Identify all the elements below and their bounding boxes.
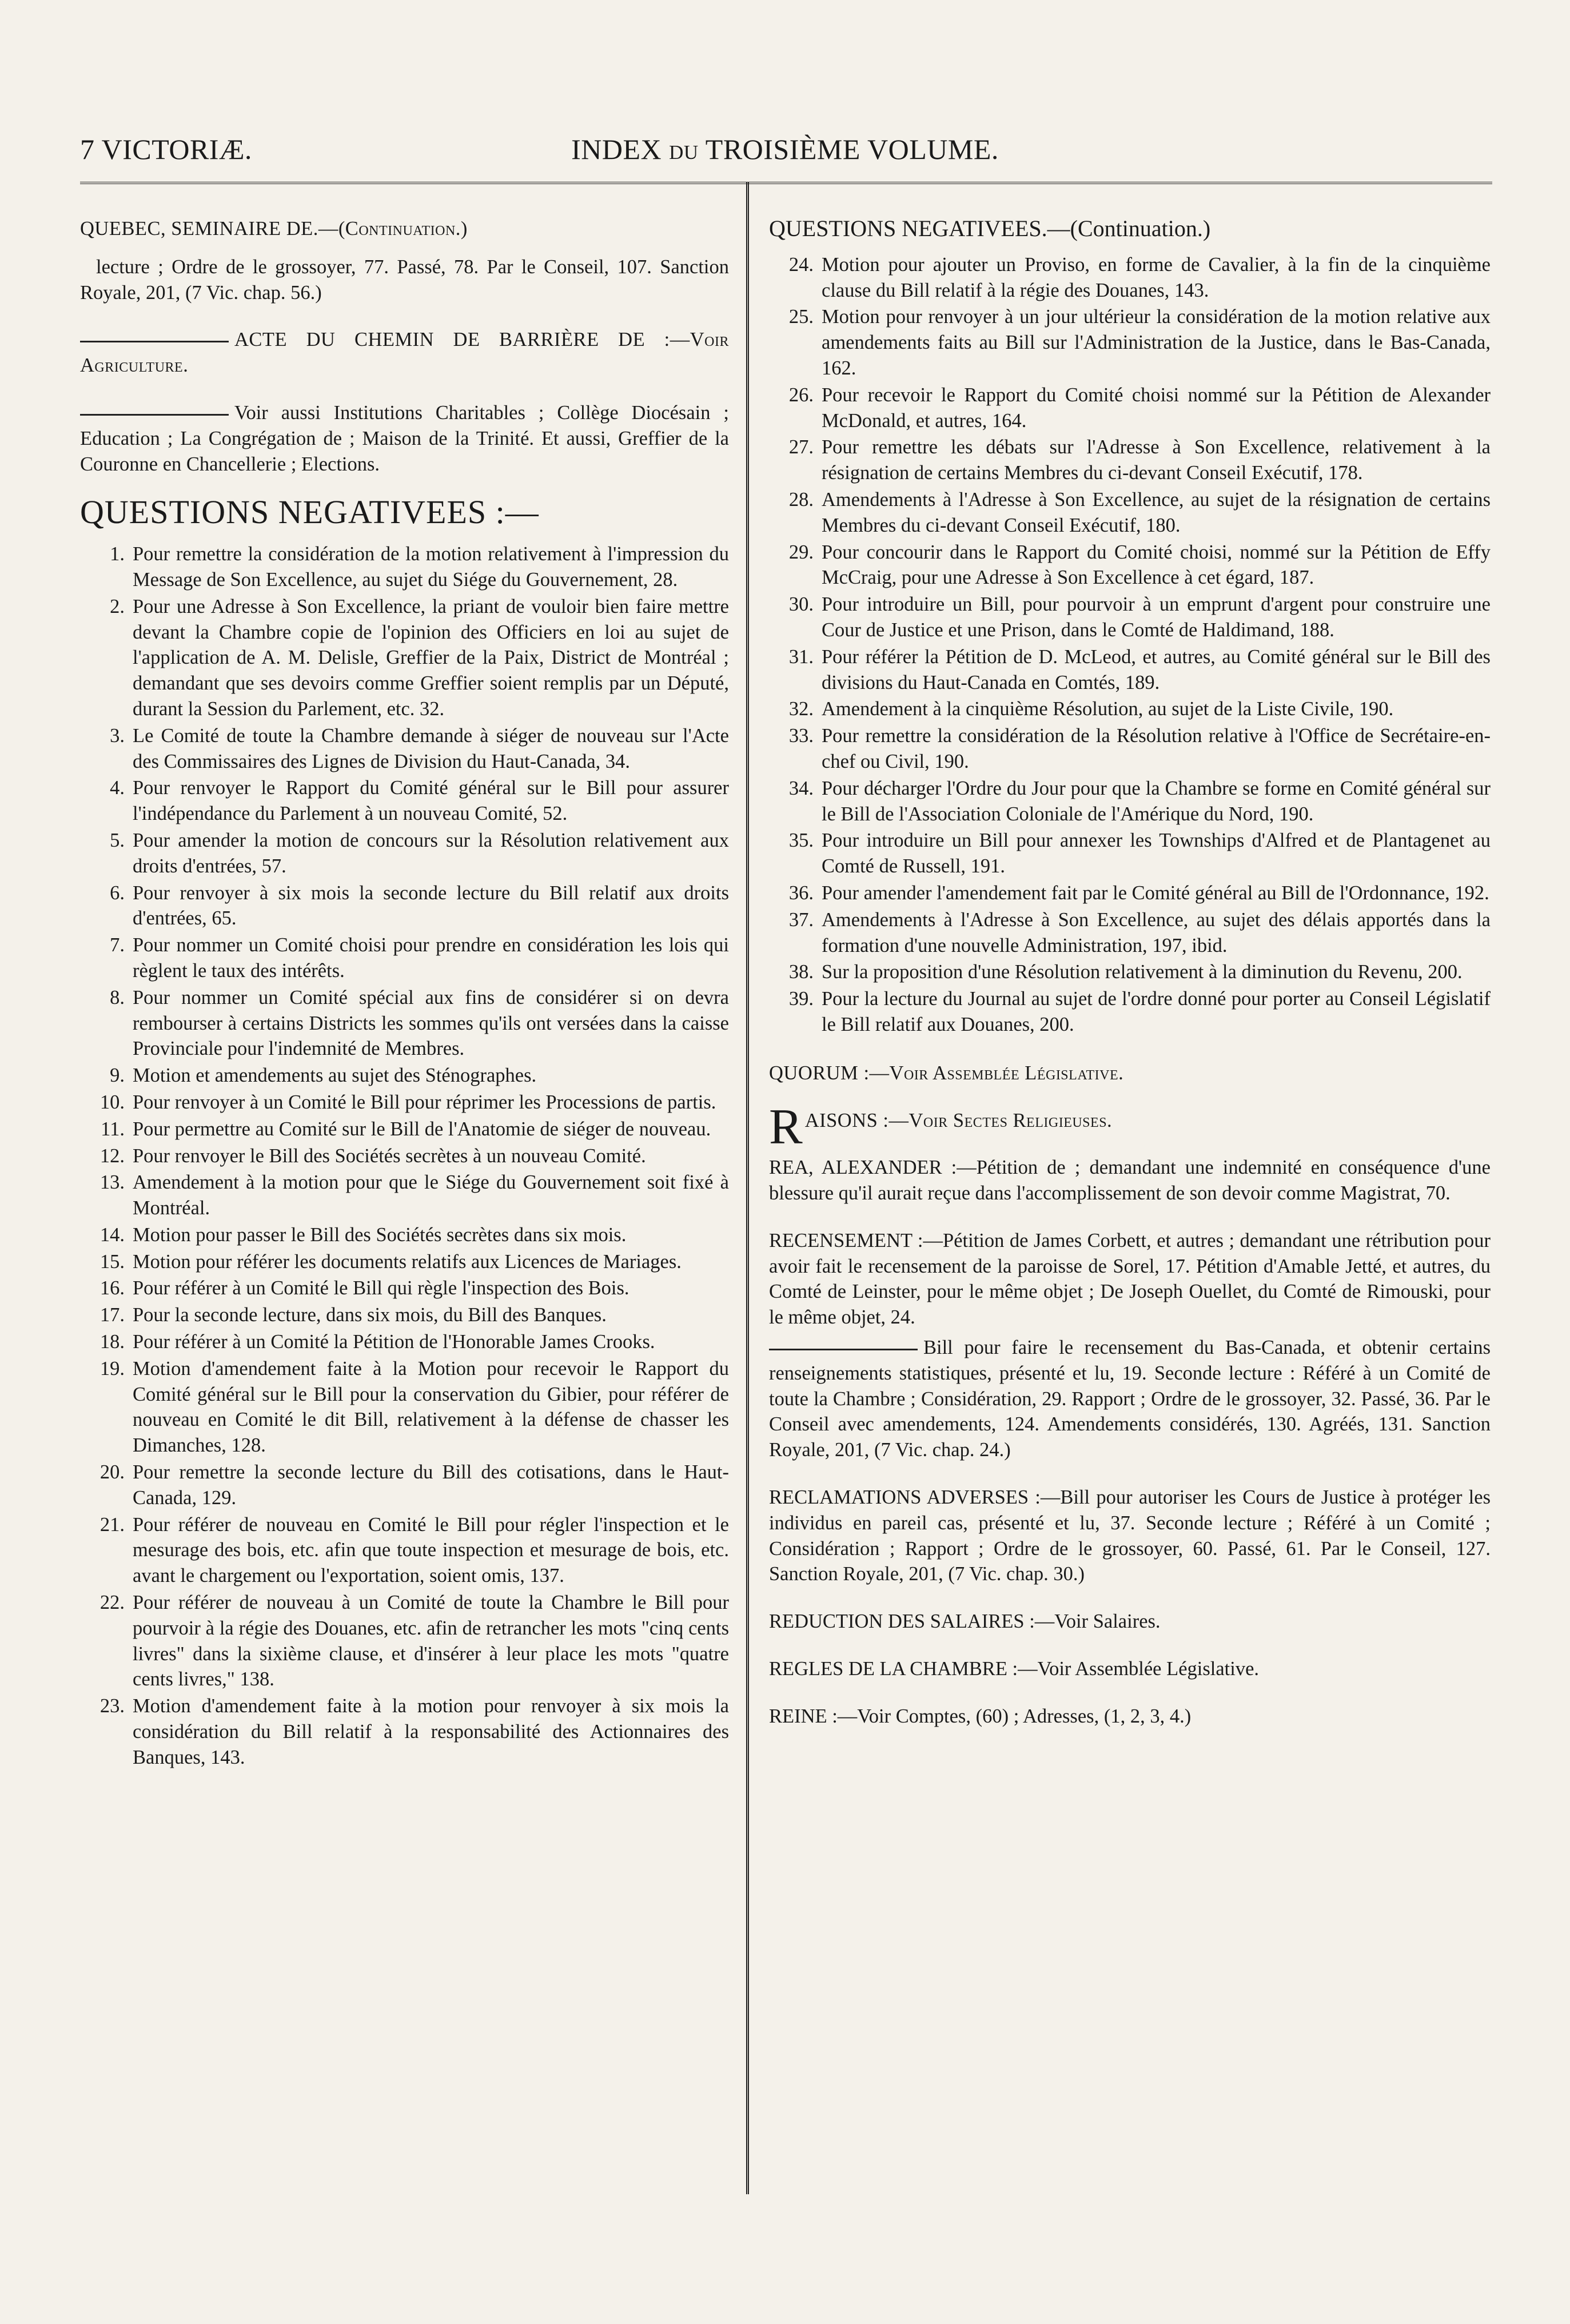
question-number: 12. xyxy=(99,1145,125,1167)
recensement-bill-text: Bill pour faire le recensement du Bas-Canada, et obtenir certains renseignements statistiques, présenté et lu, 19. Seconde lecture : Référé à un Comité de toute la Chambre ; Considération, 29. Rapport ; Ordre de le grossoyer, 32. Passé, 36. Par le Conseil avec amendements, 124. Amendements considérés, 130. Agréés, 131. Sanction Royale, 201, (7 Vic. chap. 24.) xyxy=(769,1337,1491,1461)
question-number: 13. xyxy=(99,1171,125,1194)
question-number: 16. xyxy=(99,1277,125,1299)
question-item xyxy=(80,541,729,593)
question-item xyxy=(769,907,1491,959)
question-item xyxy=(769,540,1491,591)
question-number: 35. xyxy=(788,830,814,852)
question-number: 37. xyxy=(788,908,814,931)
question-number: 17. xyxy=(99,1304,125,1326)
question-text: Motion d'amendement faite à la Motion pour recevoir le Rapport du Comité général sur le Bill pour la conservation du Gibier, pour référer de nouveau en Comité le dit Bill, relativement à la défense de chasser les Dimanches, 128. xyxy=(133,1357,729,1457)
question-text: Amendements à l'Adresse à Son Excellence, au sujet de la résignation de certains Membres du ci-devant Conseil Exécutif, 180. xyxy=(822,488,1491,536)
question-text: Amendements à l'Adresse à Son Excellence, au sujet des délais apportés dans la formation d'une nouvelle Administration, 197, ibid. xyxy=(822,908,1491,956)
question-item xyxy=(769,986,1491,1038)
question-text: Pour concourir dans le Rapport du Comité choisi, nommé sur la Pétition de Effy McCraig, pour une Adresse à Son Excellence à cet égard, 187. xyxy=(822,541,1491,589)
question-item xyxy=(80,1249,729,1275)
question-text: Pour renvoyer le Bill des Sociétés secrètes à un nouveau Comité. xyxy=(133,1145,646,1167)
question-number: 7. xyxy=(110,934,125,956)
question-item xyxy=(80,1302,729,1328)
rule-dash xyxy=(80,341,229,342)
question-text: Pour renvoyer à six mois la seconde lecture du Bill relatif aux droits d'entrées, 65. xyxy=(133,882,729,930)
question-text: Pour remettre la seconde lecture du Bill des cotisations, dans le Haut-Canada, 129. xyxy=(133,1461,729,1509)
quorum-entry: QUORUM :—Voir Assemblée Législative. xyxy=(769,1062,1124,1084)
question-text: Motion pour renvoyer à un jour ultérieur la considération de la motion relative aux amendements faits au Bill sur l'Administration de la Justice, dans le Bas-Canada, 162. xyxy=(822,306,1491,379)
question-item xyxy=(80,1460,729,1511)
question-number: 8. xyxy=(110,986,125,1008)
spacer xyxy=(769,1039,1491,1061)
question-number: 39. xyxy=(788,988,814,1010)
question-number: 9. xyxy=(110,1065,125,1087)
header-rule xyxy=(80,182,1492,184)
question-number: 6. xyxy=(110,882,125,904)
reine-entry: REINE :—Voir Comptes, (60) ; Adresses, (1, 2, 3, 4.) xyxy=(769,1705,1192,1727)
question-item xyxy=(80,1329,729,1355)
question-number: 28. xyxy=(788,488,814,511)
question-item xyxy=(80,1170,729,1221)
right-continuation-heading: QUESTIONS NEGATIVEES.—(Continuation.) xyxy=(769,216,1211,241)
question-number: 24. xyxy=(788,253,814,276)
question-number: 29. xyxy=(788,541,814,563)
question-text: Pour remettre la considération de la Résolution relative à l'Office de Secrétaire-en-chef ou Civil, 190. xyxy=(822,725,1491,772)
question-item xyxy=(80,1693,729,1770)
question-number: 30. xyxy=(788,593,814,616)
question-item xyxy=(769,828,1491,879)
recensement-entry: RECENSEMENT :—Pétition de James Corbett, et autres ; demandant une rétribution pour avoir fait le recensement de la paroisse de Sorel, 17. Pétition d'Amable Jetté, et autres, du Comté de Leinster, pour le même objet ; De Joseph Ouellet, du Comté de Rimouski, pour le même objet, 24. xyxy=(769,1229,1491,1329)
question-text: Pour amender l'amendement fait par le Comité général au Bill de l'Ordonnance, 192. xyxy=(822,882,1489,904)
question-item xyxy=(769,252,1491,304)
question-number: 26. xyxy=(788,384,814,406)
question-item xyxy=(80,775,729,827)
question-item xyxy=(769,382,1491,434)
question-item xyxy=(80,1222,729,1248)
question-item xyxy=(80,594,729,722)
question-text: Pour renvoyer à un Comité le Bill pour réprimer les Processions de partis. xyxy=(133,1091,716,1113)
rea-entry: REA, ALEXANDER :—Pétition de ; demandant une indemnité en conséquence d'une blessure qu'il aurait reçue dans l'accomplissement de son devoir comme Magistrat, 70. xyxy=(769,1157,1491,1205)
rule-dash xyxy=(769,1349,918,1350)
question-text: Pour remettre les débats sur l'Adresse à Son Excellence, relativement à la résignation de certains Membres du ci-devant Conseil Exécutif, 178. xyxy=(822,436,1491,484)
question-item xyxy=(769,644,1491,696)
header-title: INDEX du TROISIÈME VOLUME. xyxy=(571,133,999,165)
left-continuation-heading: QUEBEC, SEMINAIRE DE.—(Continuation.) xyxy=(80,218,468,240)
question-number: 14. xyxy=(99,1223,125,1246)
question-number: 31. xyxy=(788,645,814,668)
question-text: Pour renvoyer le Rapport du Comité général sur le Bill pour assurer l'indépendance du Parlement à un nouveau Comité, 52. xyxy=(133,777,729,825)
question-item xyxy=(80,1090,729,1115)
reduction-entry: REDUCTION DES SALAIRES :—Voir Salaires. xyxy=(769,1611,1161,1633)
question-number: 27. xyxy=(788,436,814,459)
question-number: 23. xyxy=(99,1695,125,1717)
questions-negatives-title: QUESTIONS NEGATIVEES :— xyxy=(80,493,539,531)
question-text: Amendement à la cinquième Résolution, au sujet de la Liste Civile, 190. xyxy=(822,698,1394,720)
question-text: Pour référer de nouveau à un Comité de toute la Chambre le Bill pour pourvoir à la régie des Douanes, etc. afin de retrancher les mots "cinq cents livres" dans la sixième clause, et d'insérer à leur place les mots "quatre cents livres," 138. xyxy=(133,1592,729,1691)
question-number: 25. xyxy=(788,306,814,328)
question-item xyxy=(769,487,1491,539)
question-item xyxy=(769,959,1491,985)
question-text: Motion pour passer le Bill des Sociétés secrètes dans six mois. xyxy=(133,1223,627,1246)
question-item xyxy=(80,1590,729,1692)
question-item xyxy=(769,592,1491,643)
question-text: Pour décharger l'Ordre du Jour pour que la Chambre se forme en Comité général sur le Bill de l'Association Coloniale de l'Amérique du Nord, 190. xyxy=(822,777,1491,825)
question-number: 11. xyxy=(101,1118,125,1140)
question-text: Amendement à la motion pour que le Siége du Gouvernement soit fixé à Montréal. xyxy=(133,1171,729,1219)
question-item xyxy=(80,985,729,1062)
question-item xyxy=(80,880,729,932)
voir-aussi-text: Voir aussi Institutions Charitables ; Collège Diocésain ; Education ; La Congrégation de ; Maison de la Trinité. Et aussi, Greffier de la Couronne en Chancellerie ; Elections. xyxy=(80,401,729,475)
question-text: Pour une Adresse à Son Excellence, la priant de vouloir bien faire mettre devant la Chambre copie de l'opinion des Officiers en loi au sujet de l'application de A. M. Delisle, Greffier de la Paix, District de Montréal ; demandant que ses devoirs comme Greffier soient remplis par un Député, durant la Session du Parlement, etc. 32. xyxy=(133,595,729,720)
question-item xyxy=(80,932,729,984)
question-item xyxy=(769,880,1491,906)
question-text: Pour recevoir le Rapport du Comité choisi nommé sur la Pétition de Alexander McDonald, et autres, 164. xyxy=(822,384,1491,432)
question-item xyxy=(80,1143,729,1169)
question-item xyxy=(80,828,729,879)
question-text: Pour introduire un Bill, pour pourvoir à un emprunt d'argent pour construire une Cour de Justice et une Prison, dans le Comté de Haldimand, 188. xyxy=(822,593,1491,641)
question-number: 4. xyxy=(110,777,125,799)
chemin-barriere-text: ACTE DU CHEMIN DE BARRIÈRE DE :—Voir Agriculture. xyxy=(80,329,729,377)
question-text: Pour la seconde lecture, dans six mois, du Bill des Banques. xyxy=(133,1304,607,1326)
question-text: Motion d'amendement faite à la motion pour renvoyer à six mois la considération du Bill relatif à la responsabilité des Actionnaires des Banques, 143. xyxy=(133,1695,729,1768)
chemin-barriere-ref xyxy=(80,327,729,378)
question-text: Motion pour référer les documents relatifs aux Licences de Mariages. xyxy=(133,1250,682,1273)
question-item xyxy=(80,1117,729,1142)
question-item xyxy=(80,1512,729,1589)
question-text: Pour permettre au Comité sur le Bill de l'Anatomie de siéger de nouveau. xyxy=(133,1118,711,1140)
question-text: Pour remettre la considération de la motion relativement à l'impression du Message de Son Excellence, au sujet du Siége du Gouvernement, 28. xyxy=(133,543,729,591)
question-item xyxy=(80,723,729,775)
question-text: Pour référer la Pétition de D. McLeod, et autres, au Comité général sur le Bill des divisions du Haut-Canada en Comtés, 189. xyxy=(822,645,1491,693)
recensement-bill-entry xyxy=(769,1335,1491,1463)
question-number: 18. xyxy=(99,1331,125,1353)
question-item xyxy=(769,776,1491,827)
question-text: Sur la proposition d'une Résolution relativement à la diminution du Revenu, 200. xyxy=(822,961,1463,983)
question-number: 2. xyxy=(110,595,125,617)
question-item xyxy=(80,1063,729,1089)
question-number: 20. xyxy=(99,1461,125,1484)
question-item xyxy=(769,434,1491,486)
question-number: 38. xyxy=(788,961,814,983)
question-text: Pour la lecture du Journal au sujet de l'ordre donné pour porter au Conseil Législatif le Bill relatif aux Douanes, 200. xyxy=(822,988,1491,1035)
question-item xyxy=(769,304,1491,381)
question-number: 36. xyxy=(788,882,814,904)
question-text: Pour amender la motion de concours sur la Résolution relativement aux droits d'entrées, 57. xyxy=(133,829,729,877)
raisons-dropcap: R xyxy=(769,1099,803,1155)
rule-dash xyxy=(80,414,229,416)
left-questions-list xyxy=(80,541,729,1770)
question-text: Le Comité de toute la Chambre demande à siéger de nouveau sur l'Acte des Commissaires des Lignes de Division du Haut-Canada, 34. xyxy=(133,724,729,772)
raisons-entry xyxy=(769,1099,1491,1155)
question-item xyxy=(80,1275,729,1301)
raisons-text: AISONS :—Voir Sectes Religieuses. xyxy=(804,1109,1113,1131)
question-number: 19. xyxy=(99,1357,125,1380)
voir-aussi-ref xyxy=(80,400,729,477)
right-column xyxy=(769,216,1491,1751)
question-number: 21. xyxy=(99,1513,125,1536)
question-number: 34. xyxy=(788,777,814,799)
question-item xyxy=(769,723,1491,775)
question-text: Motion pour ajouter un Proviso, en forme de Cavalier, à la fin de la cinquième clause du Bill relatif à la régie des Douanes, 143. xyxy=(822,253,1491,301)
question-number: 33. xyxy=(788,725,814,747)
question-text: Pour référer à un Comité la Pétition de l'Honorable James Crooks. xyxy=(133,1331,655,1353)
header-reign: 7 VICTORIÆ. xyxy=(80,133,252,165)
question-number: 15. xyxy=(99,1250,125,1273)
regles-entry: REGLES DE LA CHAMBRE :—Voir Assemblée Législative. xyxy=(769,1658,1260,1680)
question-text: Pour référer de nouveau en Comité le Bill pour régler l'inspection et le mesurage des bois, etc. afin que toute inspection et mesurage de bois, etc. avant le chargement ou l'exportation, soient omis, 137. xyxy=(133,1513,729,1587)
question-number: 1. xyxy=(110,543,125,565)
question-item xyxy=(769,696,1491,722)
quebec-seminaire-text: lecture ; Ordre de le grossoyer, 77. Passé, 78. Par le Conseil, 107. Sanction Royale, 201, (7 Vic. chap. 56.) xyxy=(80,256,729,304)
column-divider xyxy=(746,182,749,2194)
question-number: 10. xyxy=(99,1091,125,1113)
question-text: Motion et amendements au sujet des Sténographes. xyxy=(133,1065,537,1087)
question-text: Pour introduire un Bill pour annexer les Townships d'Alfred et de Plantagenet au Comté de Russell, 191. xyxy=(822,830,1491,878)
question-text: Pour nommer un Comité spécial aux fins de considérer si on devra rembourser à certains Districts les sommes qu'ils ont versées dans la caisse Provinciale pour l'indemnité de Membres. xyxy=(133,986,729,1060)
right-questions-list xyxy=(769,252,1491,1038)
question-item xyxy=(80,1356,729,1458)
question-number: 3. xyxy=(110,724,125,747)
reclamations-entry: RECLAMATIONS ADVERSES :—Bill pour autoriser les Cours de Justice à protéger les individus en pareil cas, présenté et lu, 37. Seconde lecture ; Référé à un Comité ; Considération ; Rapport ; Ordre de le grossoyer, 60. Passé, 61. Par le Conseil, 127. Sanction Royale, 201, (7 Vic. chap. 30.) xyxy=(769,1486,1491,1585)
question-number: 5. xyxy=(110,829,125,851)
question-text: Pour référer à un Comité le Bill qui règle l'inspection des Bois. xyxy=(133,1277,629,1299)
question-number: 32. xyxy=(788,698,814,720)
left-column xyxy=(80,216,729,1772)
question-text: Pour nommer un Comité choisi pour prendre en considération les lois qui règlent le taux des intérêts. xyxy=(133,934,729,982)
question-number: 22. xyxy=(99,1592,125,1614)
page-header xyxy=(80,133,1490,173)
